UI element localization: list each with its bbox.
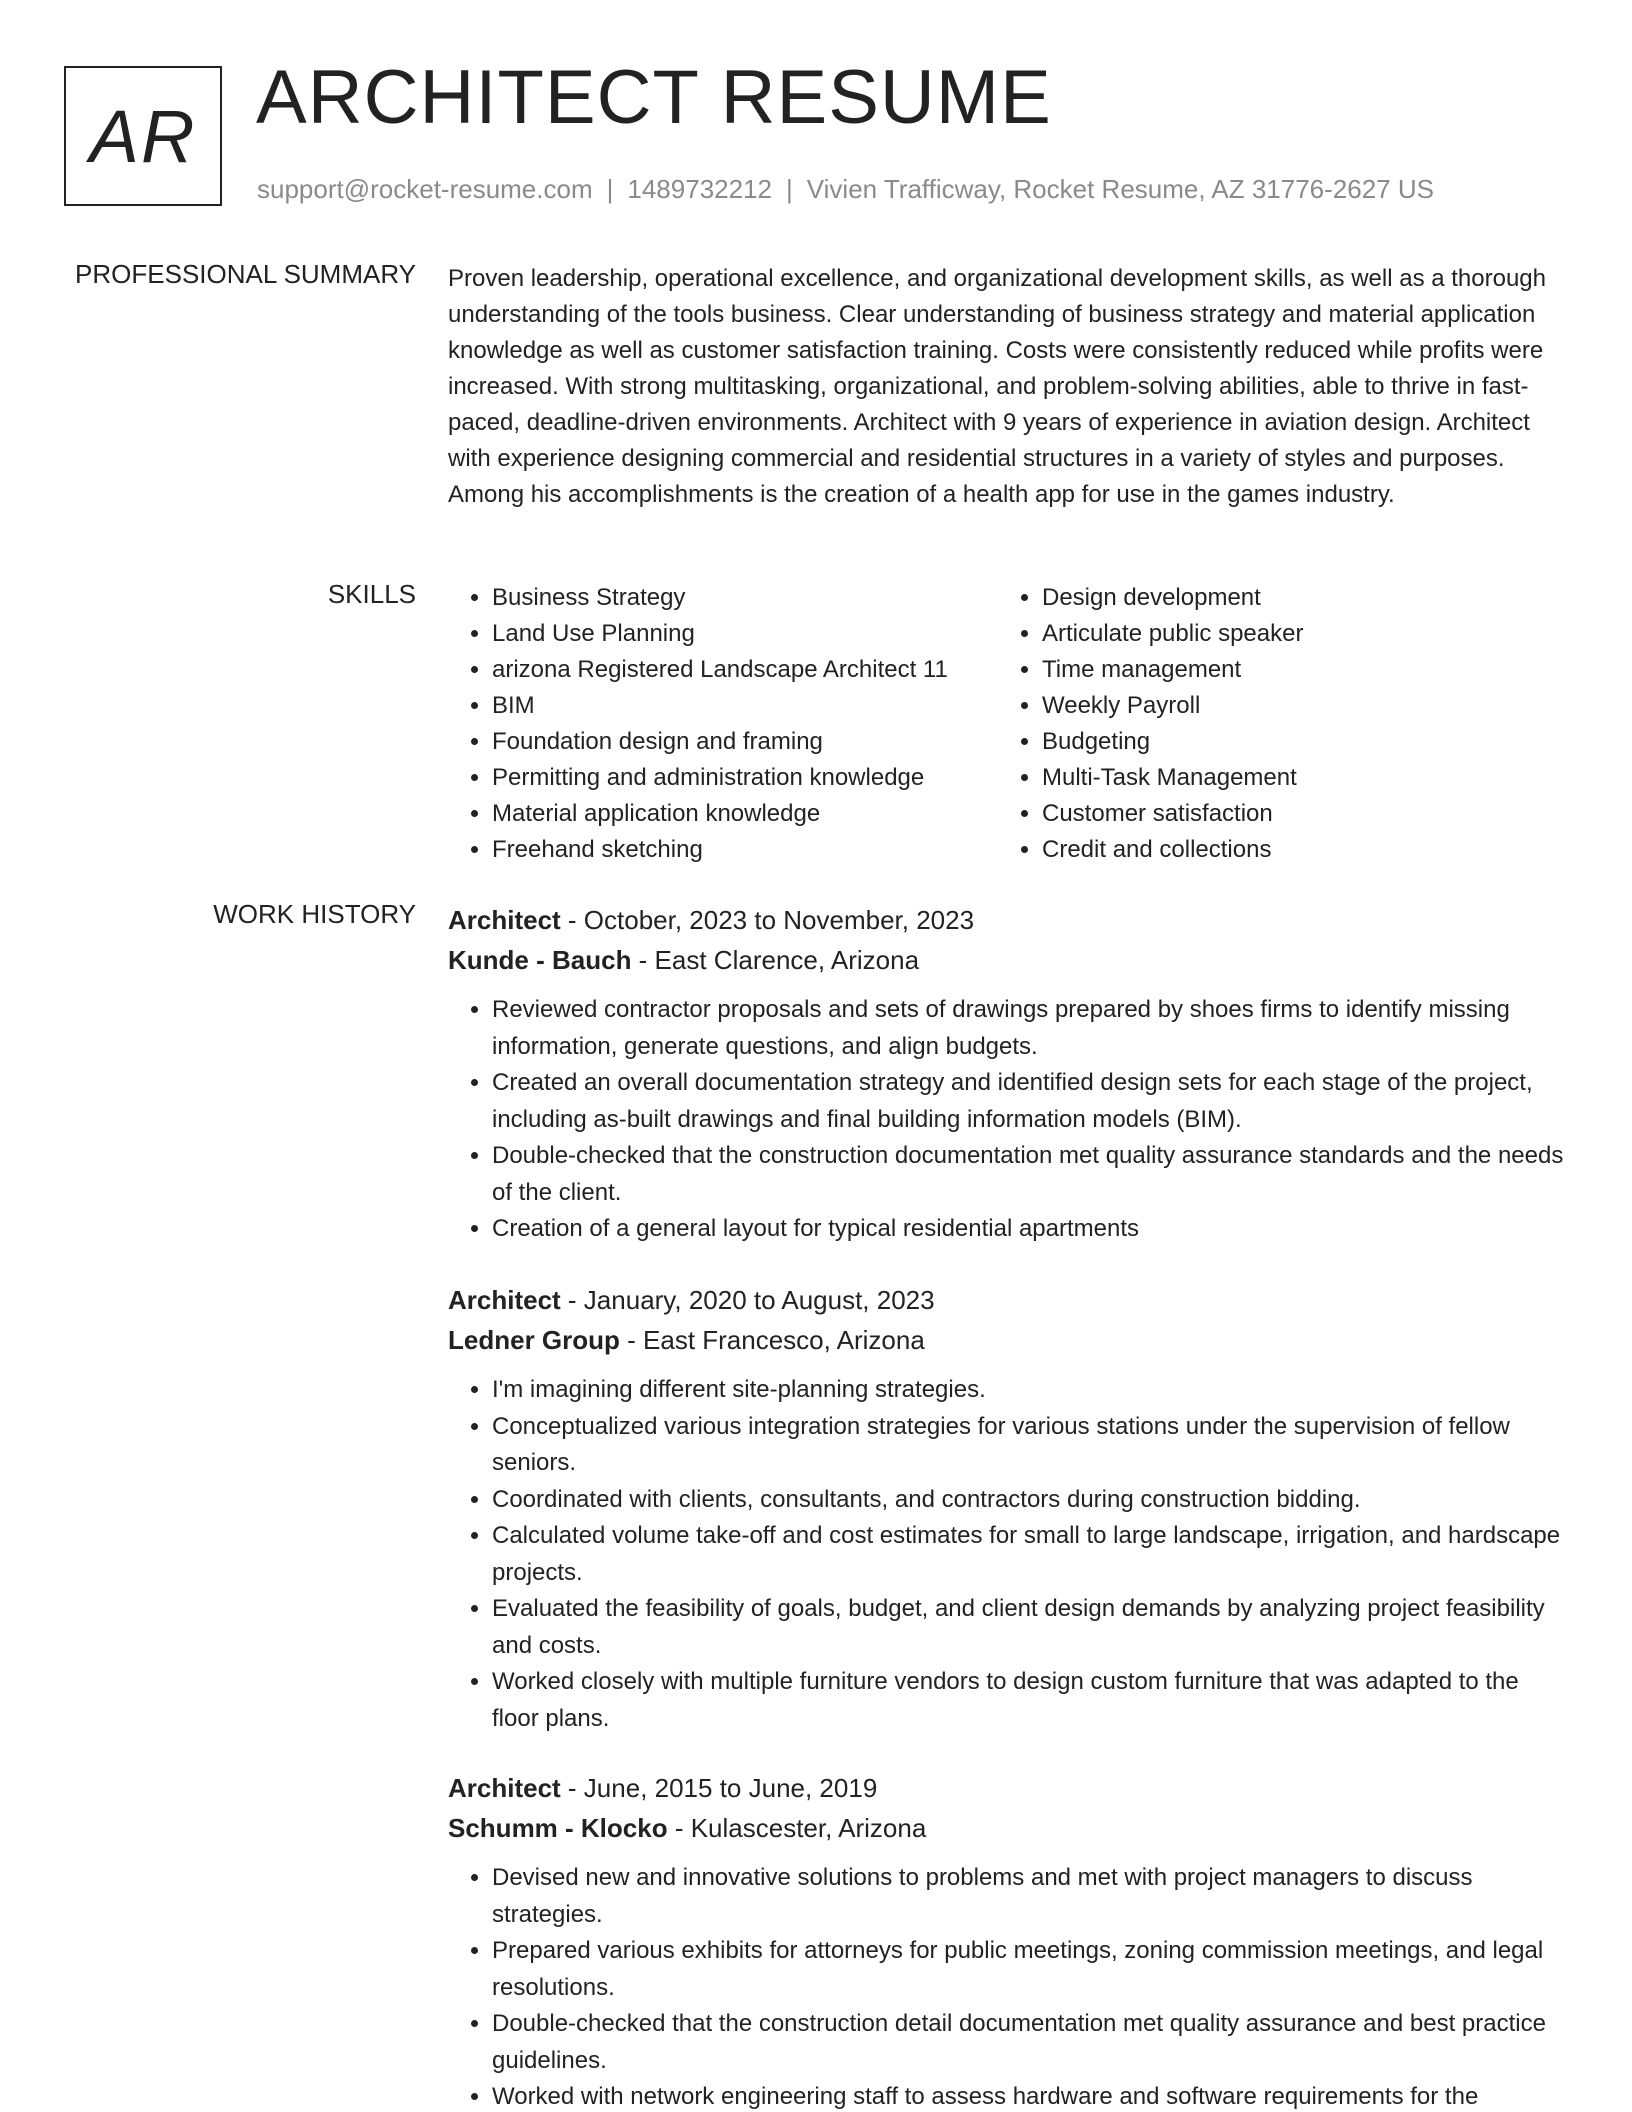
contact-separator: | [786,174,793,204]
job-entry [448,900,1572,1248]
job-bullets [448,1860,1572,2112]
contact-email: support@rocket-resume.com [257,174,593,204]
contact-line [257,174,1434,205]
section-label-summary: PROFESSIONAL SUMMARY [75,259,416,289]
section-label-skills: SKILLS [327,579,416,609]
job-company-line [448,1808,1572,1848]
job-company: Schumm - Klocko [448,1813,668,1843]
job-company: Kunde - Bauch [448,945,632,975]
job-bullets [448,992,1572,1248]
skill-item: • Credit and collections [1042,832,1542,868]
contact-separator: | [606,174,614,204]
job-bullet: • Prepared various exhibits for attorneys for public meetings, zoning commission meetings, and legal resolutions. [492,1933,1572,2006]
job-location: - Kulascester, Arizona [667,1813,927,1843]
skill-item: • Material application knowledge [492,796,998,832]
skill-item: • Time management [1042,652,1542,688]
job-role: Architect [448,905,561,935]
skill-item: • Foundation design and framing [492,724,998,760]
job-bullet: • Evaluated the feasibility of goals, budget, and client design demands by analyzing project feasibility and costs. [492,1591,1572,1664]
skill-item: • Multi-Task Management [1042,760,1542,796]
job-entry [448,1768,1572,2112]
summary-text: Proven leadership, operational excellence, and organizational development skills, as well as a thorough understanding of the tools business. Clear understanding of business strategy and material application knowledge as well as customer satisfaction training. Costs were consistently reduced while profits were increased. With strong multitasking, organizational, and problem-solving abilities, able to thrive in fast-paced, deadline-driven environments. Architect with 9 years of experience in aviation design. Architect with experience designing commercial and residential structures in a variety of styles and purposes. Among his accomplishments is the creation of a health app for use in the games industry. [448,265,1546,508]
job-bullet: • Reviewed contractor proposals and sets of drawings prepared by shoes firms to identify missing information, generate questions, and align budgets. [492,992,1572,1065]
skill-item: • Freehand sketching [492,832,998,868]
skill-item: • Land Use Planning [492,616,998,652]
skill-item: • Business Strategy [492,580,998,616]
job-bullet: • Conceptualized various integration strategies for various stations under the supervision of fellow seniors. [492,1409,1572,1482]
skill-item: • Weekly Payroll [1042,688,1542,724]
skill-item: • arizona Registered Landscape Architect 11 [492,652,998,688]
job-location: - East Francesco, Arizona [619,1325,925,1355]
job-bullet: • Worked with network engineering staff to assess hardware and software requirements for the [492,2079,1572,2112]
section-label-work-history: WORK HISTORY [213,899,416,929]
job-company-line [448,1320,1572,1360]
skill-item: • Articulate public speaker [1042,616,1542,652]
job-dates: - January, 2020 to August, 2023 [560,1285,935,1315]
page-title: ARCHITECT RESUME [256,55,1052,140]
job-bullet: • Double-checked that the construction detail documentation met quality assurance and best practice guidelines. [492,2006,1572,2079]
job-company-line [448,940,1572,980]
job-dates: - October, 2023 to November, 2023 [560,905,975,935]
job-role-line [448,1280,1572,1320]
skills-list [448,580,1568,868]
job-bullet: • I'm imagining different site-planning strategies. [492,1372,1572,1409]
job-bullet: • Created an overall documentation strategy and identified design sets for each stage of the project, including as-built drawings and final building information models (BIM). [492,1065,1572,1138]
job-role-line [448,1768,1572,1808]
skill-item: • Design development [1042,580,1542,616]
job-bullet: • Creation of a general layout for typical residential apartments [492,1211,1572,1248]
job-bullet: • Calculated volume take-off and cost estimates for small to large landscape, irrigation, and hardscape projects. [492,1518,1572,1591]
skills-column-2 [998,580,1542,868]
job-location: - East Clarence, Arizona [631,945,920,975]
job-company: Ledner Group [448,1325,620,1355]
job-bullet: • Devised new and innovative solutions to problems and met with project managers to discuss strategies. [492,1860,1572,1933]
skills-column-1 [448,580,998,868]
job-bullets [448,1372,1572,1737]
job-role: Architect [448,1773,561,1803]
monogram-logo: AR [64,66,222,206]
contact-phone: 1489732212 [627,174,772,204]
job-entry [448,1280,1572,1737]
skill-item: • Permitting and administration knowledge [492,760,998,796]
job-role-line [448,900,1572,940]
skill-item: • Customer satisfaction [1042,796,1542,832]
contact-address: Vivien Trafficway, Rocket Resume, AZ 31776-2627 US [806,174,1434,204]
job-bullet: • Coordinated with clients, consultants, and contractors during construction bidding. [492,1482,1572,1519]
skill-item: • Budgeting [1042,724,1542,760]
job-dates: - June, 2015 to June, 2019 [560,1773,878,1803]
job-bullet: • Double-checked that the construction documentation met quality assurance standards and the needs of the client. [492,1138,1572,1211]
skill-item: • BIM [492,688,998,724]
job-bullet: • Worked closely with multiple furniture vendors to design custom furniture that was adapted to the floor plans. [492,1664,1572,1737]
job-role: Architect [448,1285,561,1315]
